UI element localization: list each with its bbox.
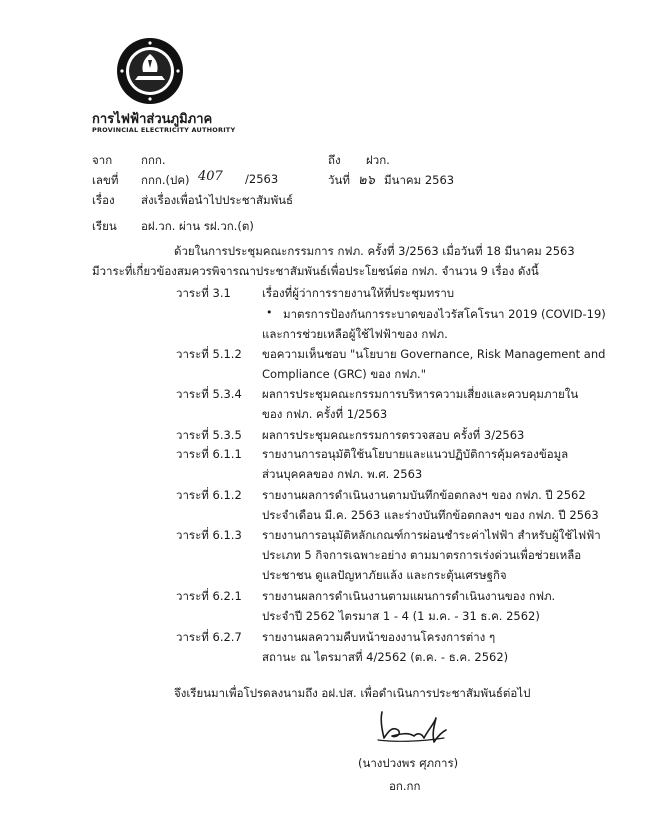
agenda-text: ประเภท 5 กิจการเฉพาะอย่าง ตามมาตรการเร่งด่วนเพื่อช่วยเหลือ	[262, 548, 582, 562]
number-prefix: กกก.(ปค)	[141, 173, 190, 187]
agenda-text: รายงานผลการดำเนินงานตามบันทึกข้อตกลงฯ ของ กฟภ. ปี 2562	[262, 488, 586, 502]
signatory-position: อก.กก	[389, 779, 421, 793]
from-value: กกก.	[141, 153, 166, 167]
organization-name-english: PROVINCIAL ELECTRICITY AUTHORITY	[92, 126, 236, 134]
agenda-label: วาระที่ 5.3.4	[176, 387, 242, 401]
agenda-text: ขอความเห็นชอบ "นโยบาย Governance, Risk Management and	[262, 347, 606, 361]
agenda-text: รายงานการอนุมัติหลักเกณฑ์การผ่อนชำระค่าไฟฟ้า สำหรับผู้ใช้ไฟฟ้า	[262, 528, 601, 542]
agenda-text: รายงานผลความคืบหน้าของงานโครงการต่าง ๆ	[262, 630, 496, 644]
to-value: ฝวก.	[366, 153, 390, 167]
date-label: วันที่	[328, 173, 350, 187]
agenda-text: ประชาชน ดูแลปัญหาภัยแล้ง และกระตุ้นเศรษฐกิจ	[262, 568, 507, 582]
from-label: จาก	[92, 153, 113, 167]
agenda-label: วาระที่ 5.1.2	[176, 347, 242, 361]
intro-line-2: มีวาระที่เกี่ยวข้องสมควรพิจารณาประชาสัมพันธ์เพื่อประโยชน์ต่อ กฟภ. จำนวน 9 เรื่อง ดังนี้	[92, 264, 539, 278]
agenda-label: วาระที่ 6.1.2	[176, 488, 242, 502]
agenda-text: Compliance (GRC) ของ กฟภ."	[262, 367, 427, 381]
agenda-label: วาระที่ 6.2.1	[176, 589, 242, 603]
number-handwritten: 407	[198, 169, 223, 184]
handwritten-signature	[374, 706, 450, 748]
bullet-icon: •	[266, 306, 273, 319]
number-label: เลขที่	[92, 173, 119, 187]
signatory-name: (นางปวงพร ศุภการ)	[358, 756, 459, 770]
attention-label: เรียน	[92, 219, 117, 233]
agenda-label: วาระที่ 6.1.1	[176, 447, 242, 461]
agenda-text: ผลการประชุมคณะกรรมการบริหารความเสี่ยงและควบคุมภายใน	[262, 387, 579, 401]
agenda-text: ของ กฟภ. ครั้งที่ 1/2563	[262, 407, 388, 421]
agenda-label: วาระที่ 6.1.3	[176, 528, 242, 542]
number-suffix: /2563	[245, 172, 279, 186]
agenda-text: สถานะ ณ ไตรมาสที่ 4/2562 (ต.ค. - ธ.ค. 2562)	[262, 650, 509, 664]
agenda-label: วาระที่ 6.2.7	[176, 630, 242, 644]
agenda-bullet-text: มาตรการป้องกันการระบาดของไวรัสโคโรนา 2019 (COVID-19)	[283, 307, 606, 321]
closing-line: จึงเรียนมาเพื่อโปรดลงนามถึง อฝ.ปส. เพื่อดำเนินการประชาสัมพันธ์ต่อไป	[174, 686, 531, 700]
agenda-text: รายงานผลการดำเนินงานตามแผนการดำเนินงานของ กฟภ.	[262, 589, 556, 603]
organization-name-thai: การไฟฟ้าส่วนภูมิภาค	[92, 112, 213, 127]
agenda-text: ประจำเดือน มี.ค. 2563 และร่างบันทึกข้อตกลงฯ ของ กฟภ. ปี 2563	[262, 508, 599, 522]
agenda-text: เรื่องที่ผู้ว่าการรายงานให้ที่ประชุมทราบ	[262, 286, 455, 300]
agenda-text: ประจำปี 2562 ไตรมาส 1 - 4 (1 ม.ค. - 31 ธ.ค. 2562)	[262, 609, 540, 623]
attention-value: อฝ.วก. ผ่าน รฝ.วก.(ต)	[141, 219, 254, 233]
date-day-handwritten: ๒๖	[358, 173, 375, 188]
to-label: ถึง	[328, 153, 341, 167]
agenda-text: และการช่วยเหลือผู้ใช้ไฟฟ้าของ กฟภ.	[262, 327, 448, 341]
date-month-year: มีนาคม 2563	[384, 173, 455, 187]
agenda-label: วาระที่ 3.1	[176, 286, 231, 300]
pea-emblem-icon	[115, 36, 185, 106]
subject-label: เรื่อง	[92, 193, 115, 207]
agenda-text: ส่วนบุคคลของ กฟภ. พ.ศ. 2563	[262, 467, 423, 481]
intro-line-1: ด้วยในการประชุมคณะกรรมการ กฟภ. ครั้งที่ 3/2563 เมื่อวันที่ 18 มีนาคม 2563	[174, 244, 575, 258]
subject-value: ส่งเรื่องเพื่อนำไปประชาสัมพันธ์	[141, 193, 294, 207]
agenda-label: วาระที่ 5.3.5	[176, 428, 242, 442]
agenda-text: รายงานการอนุมัติใช้นโยบายและแนวปฏิบัติการคุ้มครองข้อมูล	[262, 447, 569, 461]
agenda-text: ผลการประชุมคณะกรรมการตรวจสอบ ครั้งที่ 3/2563	[262, 428, 525, 442]
